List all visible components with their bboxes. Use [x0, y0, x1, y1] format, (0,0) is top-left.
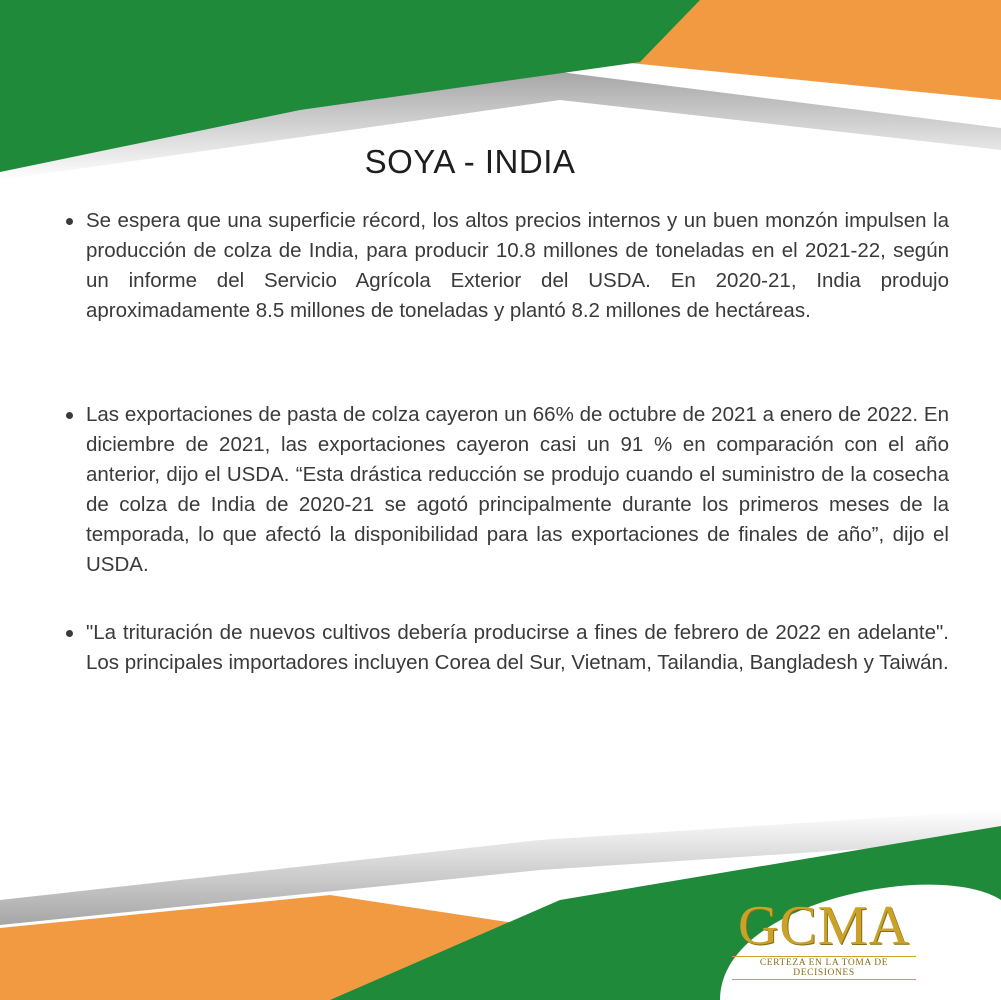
- bullet-dot-icon: [66, 630, 73, 637]
- logo-name: GCMA: [737, 895, 911, 957]
- list-item: [64, 400, 949, 580]
- logo-tagline: CERTEZA EN LA TOMA DE DECISIONES: [732, 956, 916, 980]
- bullet-dot-icon: [66, 412, 73, 419]
- list-item: [64, 206, 949, 326]
- list-item: [64, 618, 949, 678]
- bullet-text: "La trituración de nuevos cultivos debería producirse a fines de febrero de 2022 en adelante". Los principales importadores incluyen Corea del Sur, Vietnam, Tailandia, Bangladesh y Taiwán.: [86, 621, 949, 674]
- gcma-logo: [724, 895, 924, 980]
- page-title: SOYA - INDIA: [364, 143, 576, 180]
- bullet-text: Las exportaciones de pasta de colza cayeron un 66% de octubre de 2021 a enero de 2022. En diciembre de 2021, las exportaciones cayeron casi un 91 % en comparación con el año anterior, dijo el USDA. “Esta drástica reducción se produjo cuando el suministro de la cosecha de colza de India de 2020-21 se agotó principalmente durante los primeros meses de la temporada, lo que afectó la disponibilidad para las exportaciones de finales de año”, dijo el USDA.: [86, 403, 949, 576]
- bullet-dot-icon: [66, 218, 73, 225]
- bullet-text: Se espera que una superficie récord, los altos precios internos y un buen monzón impulsen la producción de colza de India, para producir 10.8 millones de toneladas en el 2021-22, según un informe del Servicio Agrícola Exterior del USDA. En 2020-21, India produjo aproximadamente 8.5 millones de toneladas y plantó 8.2 millones de hectáreas.: [86, 209, 949, 322]
